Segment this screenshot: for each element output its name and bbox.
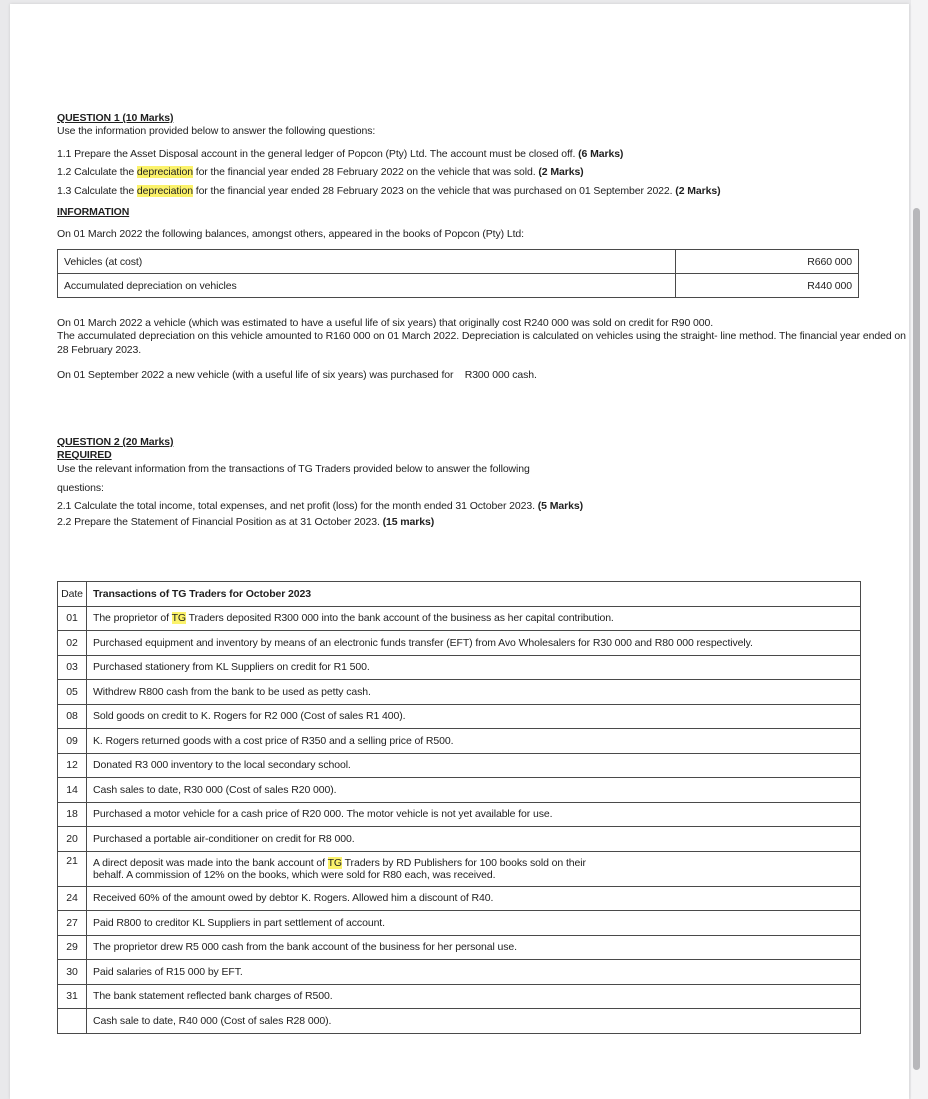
q2-intro-line: questions: [57, 482, 104, 494]
table-row [58, 655, 861, 680]
row-date: 08 [58, 704, 87, 729]
q1-paragraph-line: 28 February 2023. [57, 344, 142, 356]
row-description: Cash sale to date, R40 000 (Cost of sales R28 000). [87, 1009, 861, 1034]
row-date: 21 [58, 851, 87, 886]
table-row [58, 606, 861, 631]
row-description [87, 606, 861, 631]
row-date: 30 [58, 960, 87, 985]
table-row [58, 802, 861, 827]
q2-item-2-marks: (15 marks) [382, 516, 435, 528]
row-date: 29 [58, 935, 87, 960]
table-row [58, 1009, 861, 1034]
q1-item-3-marks: (2 Marks) [675, 185, 721, 197]
table-row [58, 960, 861, 985]
balance-amount: R440 000 [676, 274, 859, 298]
balance-amount: R660 000 [676, 250, 859, 274]
q1-paragraph-2: On 01 September 2022 a new vehicle (with a useful life of six years) was purchased for R300 000 cash. [57, 369, 537, 381]
information-heading: INFORMATION [57, 206, 130, 218]
q1-paragraph-line: The accumulated depreciation on this vehicle amounted to R160 000 on 01 March 2022. Depreciation is calculated on vehicles using the straight- line method. The financial year ended on [57, 330, 906, 342]
q1-item-1-text: 1.1 Prepare the Asset Disposal account in the general ledger of Popcon (Pty) Ltd. The account must be closed off. [57, 148, 579, 160]
highlight: depreciation [136, 185, 193, 197]
q2-item-1-marks: (5 Marks) [537, 500, 583, 512]
row-description: Withdrew R800 cash from the bank to be used as petty cash. [87, 680, 861, 705]
row-description: Cash sales to date, R30 000 (Cost of sales R20 000). [87, 778, 861, 803]
information-intro: On 01 March 2022 the following balances, amongst others, appeared in the books of Popcon (Pty) Ltd: [57, 228, 524, 240]
table-header-row [58, 582, 861, 607]
row-description: K. Rogers returned goods with a cost price of R350 and a selling price of R500. [87, 729, 861, 754]
q1-item-2 [57, 166, 584, 179]
table-row [58, 704, 861, 729]
row-date: 20 [58, 827, 87, 852]
row-date: 02 [58, 631, 87, 656]
table-row [58, 778, 861, 803]
row-date: 27 [58, 911, 87, 936]
table-row [58, 935, 861, 960]
q1-intro: Use the information provided below to answer the following questions: [57, 125, 376, 137]
table-row [58, 851, 861, 886]
table-row [58, 274, 859, 298]
document-page [10, 4, 909, 1099]
row-description: Purchased a motor vehicle for a cash price of R20 000. The motor vehicle is not yet available for use. [87, 802, 861, 827]
q1-item-2-post: for the financial year ended 28 February 2022 on the vehicle that was sold. [192, 166, 539, 178]
table-row [58, 729, 861, 754]
row-description: Received 60% of the amount owed by debtor K. Rogers. Allowed him a discount of R40. [87, 886, 861, 911]
row-description: Paid R800 to creditor KL Suppliers in part settlement of account. [87, 911, 861, 936]
row-description: Paid salaries of R15 000 by EFT. [87, 960, 861, 985]
row-text-post: Traders by RD Publishers for 100 books sold on their [342, 856, 586, 869]
scrollbar-thumb[interactable] [913, 208, 920, 1070]
row-description: Sold goods on credit to K. Rogers for R2 000 (Cost of sales R1 400). [87, 704, 861, 729]
row-description: Purchased a portable air-conditioner on credit for R8 000. [87, 827, 861, 852]
q2-item-2-text: 2.2 Prepare the Statement of Financial Position as at 31 October 2023. [57, 516, 383, 528]
q1-paragraph-line: On 01 March 2022 a vehicle (which was estimated to have a useful life of six years) that originally cost R240 000 was sold on credit for R90 000. [57, 317, 714, 329]
table-row [58, 827, 861, 852]
row-description: Purchased stationery from KL Suppliers on credit for R1 500. [87, 655, 861, 680]
q2-item-2 [57, 516, 434, 529]
q1-item-1 [57, 148, 623, 161]
table-title: Transactions of TG Traders for October 2023 [87, 582, 861, 607]
row-date: 18 [58, 802, 87, 827]
row-date: 03 [58, 655, 87, 680]
q1-item-2-pre: 1.2 Calculate the [57, 166, 137, 178]
table-row [58, 753, 861, 778]
row-description: The proprietor drew R5 000 cash from the bank account of the business for her personal use. [87, 935, 861, 960]
q1-item-1-marks: (6 Marks) [578, 148, 624, 160]
row-date: 05 [58, 680, 87, 705]
highlight: depreciation [136, 166, 193, 178]
balances-table [57, 249, 859, 298]
row-text-pre: The proprietor of [93, 612, 172, 625]
table-row [58, 250, 859, 274]
row-date: 12 [58, 753, 87, 778]
row-date: 09 [58, 729, 87, 754]
transactions-table [57, 581, 861, 1034]
q2-title: QUESTION 2 (20 Marks) [57, 436, 174, 448]
q2-item-1-text: 2.1 Calculate the total income, total expenses, and net profit (loss) for the month ended 31 October 2023. [57, 500, 538, 512]
q1-title: QUESTION 1 (10 Marks) [57, 112, 174, 124]
table-row [58, 680, 861, 705]
table-row [58, 911, 861, 936]
q1-item-3-pre: 1.3 Calculate the [57, 185, 137, 197]
table-row [58, 886, 861, 911]
highlight: TG [171, 612, 186, 625]
row-description: The bank statement reflected bank charges of R500. [87, 984, 861, 1009]
row-date: 01 [58, 606, 87, 631]
date-header: Date [58, 582, 87, 607]
row-date: 24 [58, 886, 87, 911]
row-date: 14 [58, 778, 87, 803]
q2-intro-line: Use the relevant information from the transactions of TG Traders provided below to answer the following [57, 463, 530, 475]
table-row [58, 984, 861, 1009]
q1-item-2-marks: (2 Marks) [538, 166, 584, 178]
row-date: 31 [58, 984, 87, 1009]
row-line-1 [93, 857, 854, 869]
row-description: Purchased equipment and inventory by means of an electronic funds transfer (EFT) from Avo Wholesalers for R30 000 and R80 000 respectively. [87, 631, 861, 656]
row-text-pre: A direct deposit was made into the bank account of [93, 856, 328, 869]
balance-label: Vehicles (at cost) [58, 250, 676, 274]
q1-item-3 [57, 185, 721, 198]
row-description [87, 851, 861, 886]
balance-label: Accumulated depreciation on vehicles [58, 274, 676, 298]
row-text-post: Traders deposited R300 000 into the bank account of the business as her capital contribution. [185, 612, 614, 625]
q2-item-1 [57, 500, 583, 513]
highlight: TG [327, 856, 342, 869]
q1-item-3-post: for the financial year ended 28 February 2023 on the vehicle that was purchased on 01 September 2022. [192, 185, 676, 197]
required-heading: REQUIRED [57, 449, 112, 461]
row-date [58, 1009, 87, 1034]
table-row [58, 631, 861, 656]
row-line-2: behalf. A commission of 12% on the books, which were sold for R80 each, was received. [93, 868, 496, 881]
row-description: Donated R3 000 inventory to the local secondary school. [87, 753, 861, 778]
